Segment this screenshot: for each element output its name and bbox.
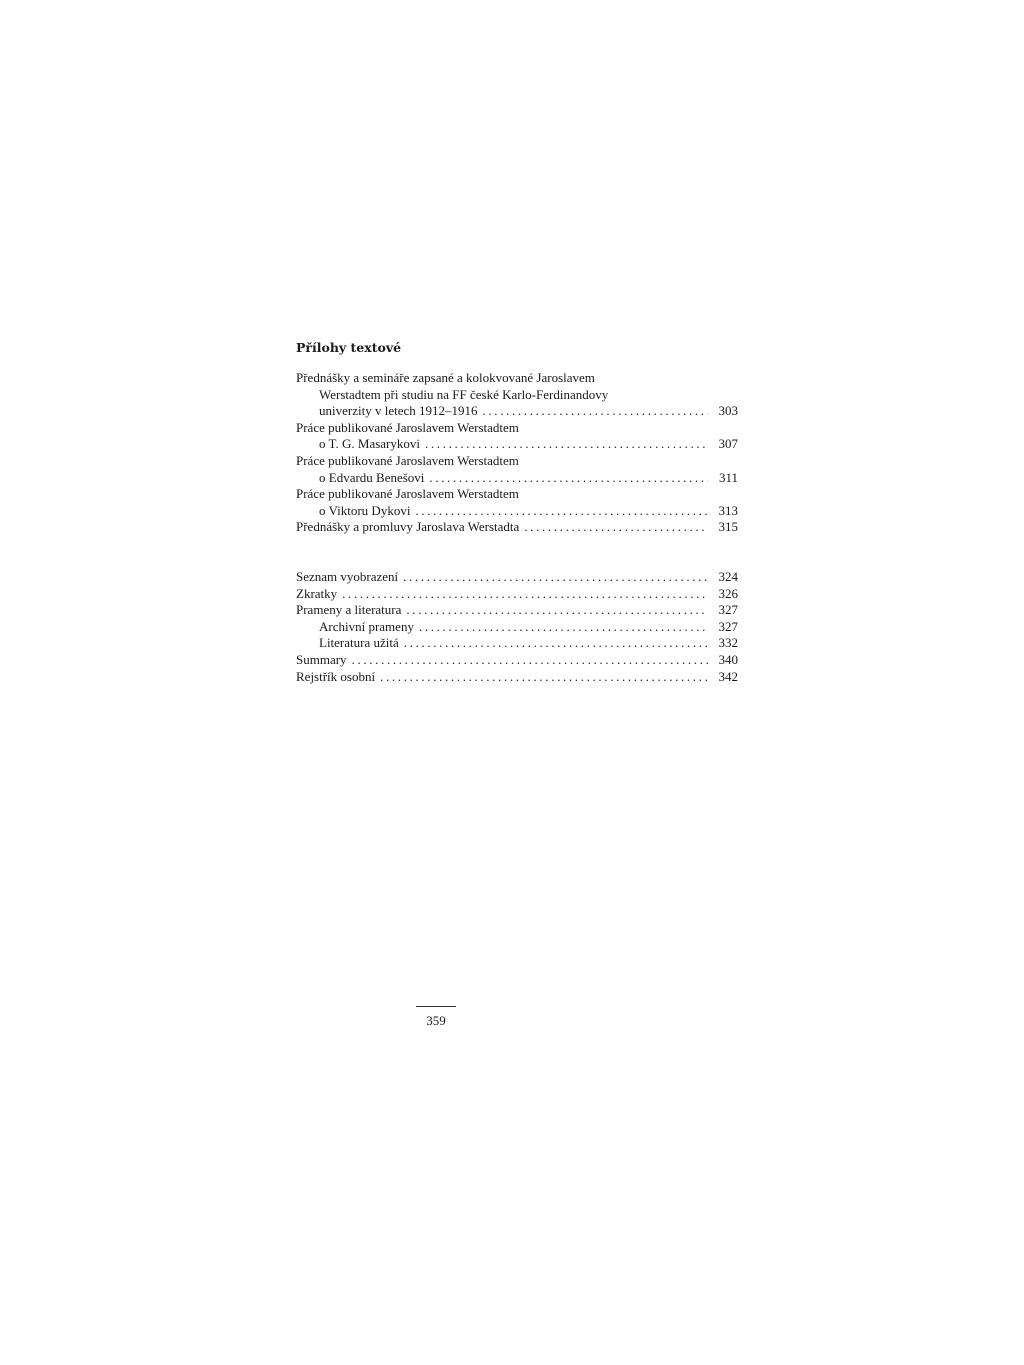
- toc-entry-text: Werstadtem při studiu na FF české Karlo-Ferdinandovy: [319, 386, 609, 402]
- toc-entry-text: o Edvardu Benešovi: [319, 469, 425, 485]
- toc-page-number: 342: [718, 668, 738, 684]
- page-number-rule: [416, 1006, 456, 1007]
- toc-entry-masaryk: [296, 420, 738, 453]
- dot-leader: [380, 669, 708, 686]
- toc-entry-text: Práce publikované Jaroslavem Werstadtem: [296, 452, 519, 468]
- toc-entry-text: Práce publikované Jaroslavem Werstadtem: [296, 419, 519, 435]
- toc-page-number: 303: [718, 403, 738, 419]
- section-spacer: [296, 536, 738, 569]
- page-number: 359: [426, 1013, 446, 1028]
- toc-entry-text: Práce publikované Jaroslavem Werstadtem: [296, 486, 519, 502]
- toc-page-number: 313: [718, 502, 738, 518]
- table-of-contents: [296, 338, 738, 685]
- toc-page-number: 311: [718, 469, 738, 485]
- dot-leader: [524, 519, 708, 536]
- toc-entry-speeches: [296, 519, 738, 536]
- toc-entry-text: Prameny a literatura: [296, 602, 402, 618]
- toc-entry-text: Zkratky: [296, 585, 338, 601]
- dot-leader: [404, 635, 708, 652]
- toc-entry-abbreviations: [296, 586, 738, 603]
- toc-page-number: 307: [718, 436, 738, 452]
- toc-entry-text: o Viktoru Dykovi: [319, 502, 411, 518]
- dot-leader: [406, 602, 708, 619]
- toc-entry-text: Přednášky a semináře zapsané a kolokvované Jaroslavem: [296, 370, 595, 385]
- toc-page-number: 326: [718, 585, 738, 601]
- section-heading: Přílohy textové: [296, 340, 402, 355]
- dot-leader: [483, 403, 709, 420]
- toc-entry-text: o T. G. Masarykovi: [319, 436, 420, 452]
- dot-leader: [342, 586, 708, 603]
- toc-entry-sources-literature: [296, 602, 738, 619]
- toc-page-number: 340: [718, 651, 738, 667]
- toc-entry-person-index: [296, 669, 738, 686]
- toc-entry-literature-used: [296, 635, 738, 652]
- dot-leader: [403, 569, 708, 586]
- toc-page-number: 327: [718, 602, 738, 618]
- dot-leader: [415, 503, 708, 520]
- toc-entry-list-of-illustrations: [296, 569, 738, 586]
- dot-leader: [352, 652, 708, 669]
- toc-entry-text: Seznam vyobrazení: [296, 568, 399, 584]
- toc-entry-text: Literatura užitá: [319, 635, 399, 651]
- toc-entry-text: Summary: [296, 651, 347, 667]
- toc-entry-benes: [296, 453, 738, 486]
- toc-entry-lectures-seminars: [296, 370, 738, 420]
- toc-page-number: 332: [718, 635, 738, 651]
- toc-entry-text: Archivní prameny: [319, 618, 414, 634]
- toc-entry-summary: [296, 652, 738, 669]
- toc-entry-dyk: [296, 486, 738, 519]
- toc-entry-text: Přednášky a promluvy Jaroslava Werstadta: [296, 519, 520, 535]
- toc-entry-archival-sources: [296, 619, 738, 636]
- dot-leader: [419, 619, 708, 636]
- toc-entry-text: Rejstřík osobní: [296, 668, 376, 684]
- toc-page-number: 324: [718, 568, 738, 584]
- dot-leader: [425, 436, 708, 453]
- dot-leader: [429, 470, 708, 487]
- toc-page-number: 327: [718, 618, 738, 634]
- toc-entry-text: univerzity v letech 1912–1916: [319, 403, 478, 419]
- toc-page-number: 315: [718, 519, 738, 535]
